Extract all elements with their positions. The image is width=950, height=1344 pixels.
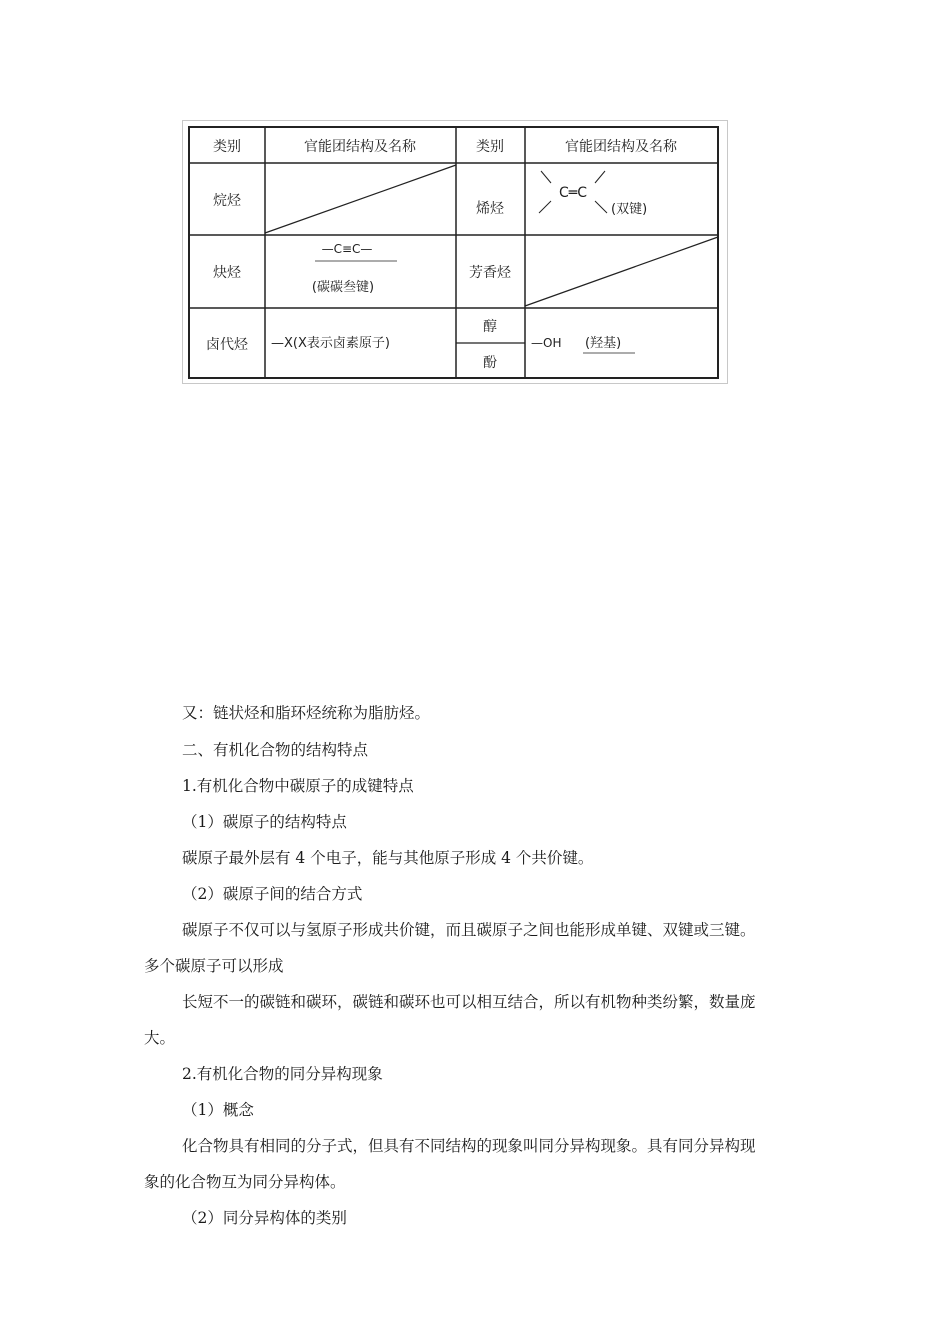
paragraph: 碳原子不仅可以与氢原子形成共价键，而且碳原子之间也能形成单键、双键或三键。 [182, 921, 756, 939]
double-bond-name: (双键) [611, 202, 648, 217]
subheading: （2）同分异构体的类别 [182, 1209, 347, 1227]
hydroxyl-formula: —OH [531, 336, 562, 350]
paragraph: 大。 [144, 1029, 176, 1047]
subheading: （1）概念 [182, 1101, 254, 1119]
paragraph: 象的化合物互为同分异构体。 [144, 1173, 346, 1191]
category-alcohol: 醇 [483, 319, 497, 335]
subheading: （2）碳原子间的结合方式 [182, 885, 363, 903]
paragraph: 长短不一的碳链和碳环，碳链和碳环也可以相互结合，所以有机物种类纷繁，数量庞 [182, 993, 756, 1011]
category-alkene: 烯烃 [476, 201, 504, 217]
functional-group-table [182, 120, 728, 384]
header-group-2: 官能团结构及名称 [565, 139, 677, 155]
section-heading: 二、有机化合物的结构特点 [182, 741, 369, 759]
subsection-heading: 1.有机化合物中碳原子的成键特点 [182, 777, 414, 795]
triple-bond-name: (碳碳叁键) [311, 280, 375, 295]
header-group-1: 官能团结构及名称 [304, 139, 416, 155]
category-phenol: 酚 [483, 355, 497, 371]
empty-cell-diagonal [265, 165, 456, 233]
hydroxyl-name: (羟基) [585, 336, 622, 351]
subheading: （1）碳原子的结构特点 [182, 813, 347, 831]
double-bond-structure [539, 171, 607, 213]
table-svg [183, 121, 729, 385]
header-category-1: 类别 [213, 139, 241, 155]
halogen-group: —X(X表示卤素原子) [271, 336, 390, 351]
category-haloalkane: 卤代烃 [206, 337, 248, 353]
paragraph: 碳原子最外层有 4 个电子，能与其他原子形成 4 个共价键。 [182, 849, 594, 867]
paragraph: 又：链状烃和脂环烃统称为脂肪烃。 [182, 704, 431, 722]
empty-cell-diagonal [525, 237, 718, 306]
category-alkyne: 炔烃 [213, 265, 241, 281]
double-bond-formula: C═C [559, 185, 587, 201]
paragraph: 化合物具有相同的分子式，但具有不同结构的现象叫同分异构现象。具有同分异构现 [182, 1137, 756, 1155]
category-aromatic: 芳香烃 [469, 265, 511, 281]
triple-bond-formula: —C≡C— [321, 242, 373, 256]
category-alkane: 烷烃 [213, 193, 241, 209]
paragraph: 多个碳原子可以形成 [144, 957, 284, 975]
header-category-2: 类别 [476, 139, 504, 155]
subsection-heading: 2.有机化合物的同分异构现象 [182, 1065, 383, 1083]
